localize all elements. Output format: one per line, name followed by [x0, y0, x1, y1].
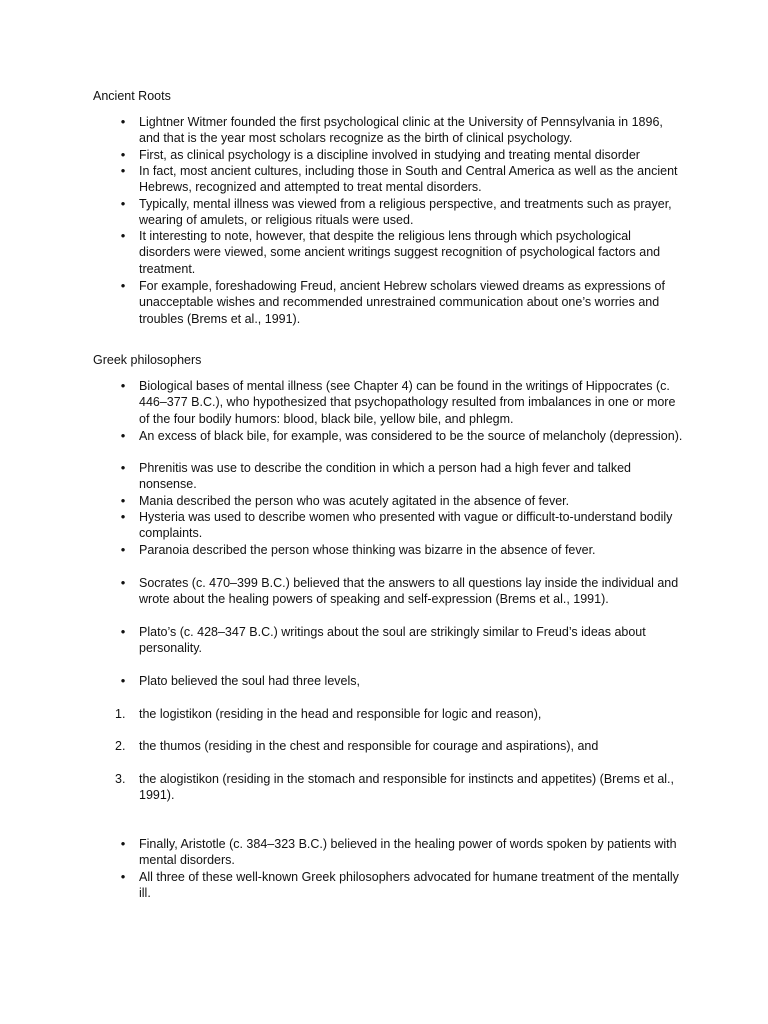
list-item-text: the alogistikon (residing in the stomach and responsible for instincts and appetites) (Brems et al., 1991).: [139, 772, 674, 803]
list-item: [120, 460, 684, 493]
bullet-icon: •: [120, 493, 126, 508]
bullet-icon: •: [120, 869, 126, 884]
list-item-text: For example, foreshadowing Freud, ancient Hebrew scholars viewed dreams as expressions of unacceptable wishes and recommended unrestrained communication about one’s worries and troubles (Brems et al., 1991).: [139, 279, 665, 326]
bullet-icon: •: [120, 114, 126, 129]
list-item: [120, 147, 684, 163]
list-item-text: Socrates (c. 470–399 B.C.) believed that the answers to all questions lay inside the individual and wrote about the healing powers of speaking and self-expression (Brems et al., 1991).: [139, 576, 679, 607]
list-item-text: the thumos (residing in the chest and responsible for courage and aspirations), and: [139, 739, 599, 753]
bullet-icon: •: [120, 228, 126, 243]
bullet-icon: •: [120, 196, 126, 211]
list-item: [120, 836, 684, 869]
bullet-icon: •: [120, 378, 126, 393]
list-item-text: Lightner Witmer founded the first psychological clinic at the University of Pennsylvania in 1896, and that is the year most scholars recognize as the birth of clinical psychology.: [139, 115, 663, 146]
section-heading-ancient-roots: Ancient Roots: [93, 89, 171, 103]
list-item-text: the logistikon (residing in the head and responsible for logic and reason),: [139, 707, 542, 721]
bullet-icon: •: [120, 460, 126, 475]
list-item: [120, 278, 684, 327]
list-item: [120, 228, 684, 277]
list-item-text: It interesting to note, however, that despite the religious lens through which psychological disorders were viewed, some ancient writings suggest recognition of psychological factors and treatment.: [139, 229, 661, 276]
section-heading-greek-philosophers: Greek philosophers: [93, 353, 202, 367]
bullet-icon: •: [120, 575, 126, 590]
numbered-list-item: [115, 738, 684, 754]
bullet-icon: •: [120, 673, 126, 688]
list-item-text: Typically, mental illness was viewed from a religious perspective, and treatments such as prayer, wearing of amulets, or religious rituals were used.: [139, 197, 672, 228]
list-item-text: Plato believed the soul had three levels,: [139, 674, 360, 688]
list-item: [120, 542, 684, 558]
list-item-text: Phrenitis was use to describe the condition in which a person had a high fever and talked nonsense.: [139, 461, 631, 492]
list-item: [120, 428, 684, 444]
bullet-icon: •: [120, 163, 126, 178]
list-item-text: Paranoia described the person whose thinking was bizarre in the absence of fever.: [139, 543, 596, 557]
list-item-text: Finally, Aristotle (c. 384–323 B.C.) believed in the healing power of words spoken by patients with mental disorders.: [139, 837, 677, 868]
bullet-icon: •: [120, 428, 126, 443]
list-item: [120, 575, 684, 608]
list-item-text: Biological bases of mental illness (see Chapter 4) can be found in the writings of Hippocrates (c. 446–377 B.C.), who hypothesized that psychopathology resulted from imbalances in one or more of the four bodily humors: blood, black bile, yellow bile, and phlegm.: [139, 379, 676, 426]
bullet-icon: •: [120, 624, 126, 639]
numbered-list-item: [115, 706, 684, 722]
bullet-icon: •: [120, 278, 126, 293]
list-item: [120, 114, 684, 147]
list-number: 1.: [115, 707, 126, 721]
list-item: [120, 493, 684, 509]
list-item-text: All three of these well-known Greek philosophers advocated for humane treatment of the mentally ill.: [139, 870, 679, 901]
list-item-text: First, as clinical psychology is a discipline involved in studying and treating mental disorder: [139, 148, 640, 162]
list-item: [120, 509, 684, 542]
bullet-icon: •: [120, 836, 126, 851]
list-number: 2.: [115, 739, 126, 753]
list-item-text: Mania described the person who was acutely agitated in the absence of fever.: [139, 494, 570, 508]
list-item-text: Plato’s (c. 428–347 B.C.) writings about the soul are strikingly similar to Freud’s ideas about personality.: [139, 625, 646, 656]
list-item: [120, 196, 684, 229]
bullet-icon: •: [120, 542, 126, 557]
list-item: [120, 869, 684, 902]
bullet-icon: •: [120, 509, 126, 524]
list-number: 3.: [115, 772, 126, 786]
list-item-text: Hysteria was used to describe women who presented with vague or difficult-to-understand bodily complaints.: [139, 510, 673, 541]
bullet-icon: •: [120, 147, 126, 162]
list-item: [120, 378, 684, 427]
list-item: [120, 624, 684, 657]
numbered-list-item: [115, 771, 684, 804]
list-item-text: In fact, most ancient cultures, including those in South and Central America as well as the ancient Hebrews, recognized and attempted to treat mental disorders.: [139, 164, 678, 195]
list-item-text: An excess of black bile, for example, was considered to be the source of melancholy (depression).: [139, 429, 683, 443]
list-item: [120, 163, 684, 196]
list-item: [120, 673, 684, 689]
